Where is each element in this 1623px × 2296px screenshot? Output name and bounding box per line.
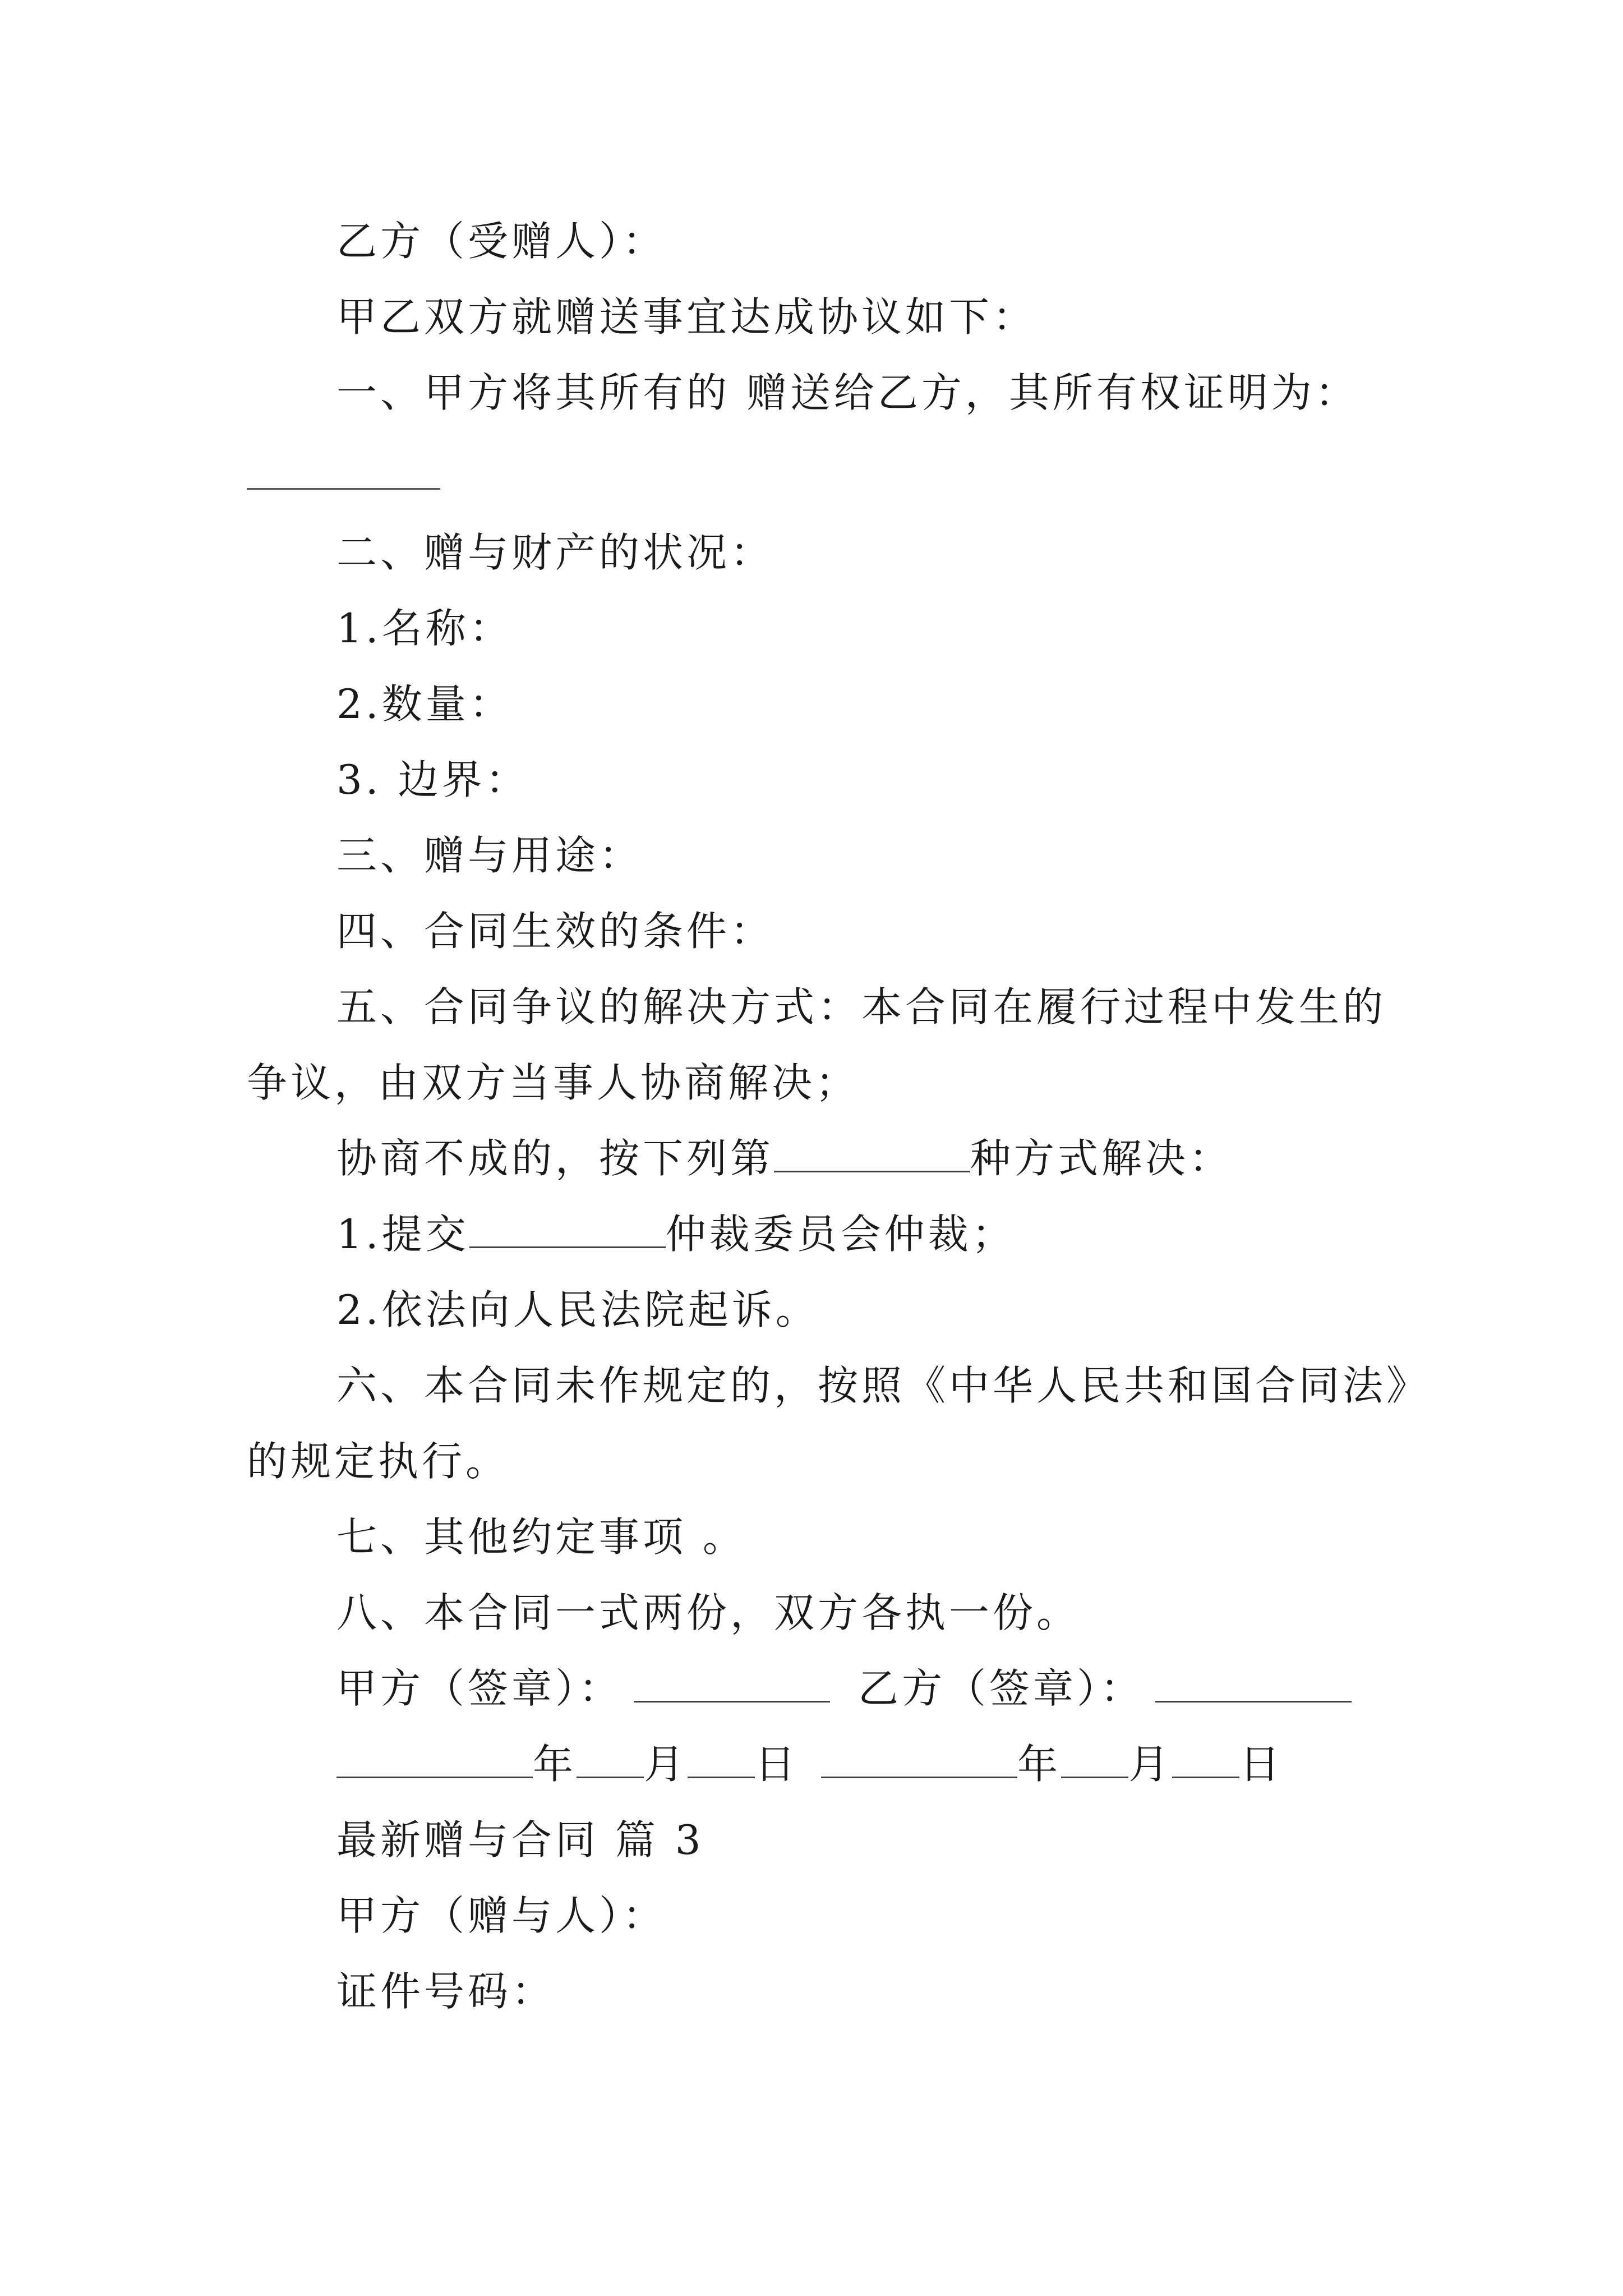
ownership-proof-blank — [247, 488, 440, 490]
item-quantity: 2.数量： — [336, 680, 513, 728]
clause-5-option-line: 协商不成的，按下列第 种方式解决： — [336, 1135, 1233, 1182]
clause-4: 四、合同生效的条件： — [336, 908, 774, 955]
clause-8: 八、本合同一式两份，双方各执一份。 — [336, 1589, 1081, 1636]
agreement-intro: 甲乙双方就赠送事宜达成协议如下： — [336, 293, 1037, 341]
signature-line: 甲方（签章）： 乙方（签章）： — [336, 1663, 1352, 1714]
clause-7: 七、其他约定事项 。 — [336, 1513, 746, 1561]
party-a-day-blank — [688, 1741, 755, 1778]
party-a-month-blank — [577, 1741, 644, 1778]
clause-6-line-2: 的规定执行。 — [247, 1438, 510, 1485]
party-a-year-blank — [336, 1741, 533, 1778]
clause-1: 一、甲方将其所有的 赠送给乙方，其所有权证明为： — [336, 369, 1359, 416]
id-number: 证件号码： — [336, 1968, 556, 2015]
party-b-signature-blank — [1155, 1665, 1352, 1703]
clause-5-line-2: 争议，由双方当事人协商解决； — [247, 1059, 860, 1106]
arbitration-option: 1.提交 仲裁委员会仲裁； — [336, 1211, 1016, 1258]
option-number-blank — [774, 1135, 970, 1172]
clause-5-line-1: 五、合同争议的解决方式：本合同在履行过程中发生的 — [336, 983, 1387, 1030]
party-b-day-blank — [1172, 1741, 1239, 1778]
date-line: 年 月 日 年 月 日 — [336, 1739, 1283, 1789]
party-b-month-blank — [1061, 1741, 1128, 1778]
item-boundary: 3. 边界： — [336, 756, 529, 803]
court-option: 2.依法向人民法院起诉。 — [336, 1286, 819, 1333]
party-a-signature-blank — [634, 1665, 830, 1703]
clause-6-line-1: 六、本合同未作规定的，按照《中华人民共和国合同法》 — [336, 1362, 1431, 1409]
party-b-recipient: 乙方（受赠人）： — [336, 218, 667, 265]
party-b-year-blank — [821, 1741, 1017, 1778]
item-name: 1.名称： — [336, 605, 513, 652]
arbitration-committee-blank — [469, 1211, 666, 1248]
section-heading-3: 最新赠与合同 篇 3 — [336, 1816, 704, 1864]
clause-2-heading: 二、赠与财产的状况： — [336, 529, 774, 576]
party-a-donor: 甲方（赠与人）： — [336, 1892, 667, 1939]
clause-3: 三、赠与用途： — [336, 832, 643, 879]
